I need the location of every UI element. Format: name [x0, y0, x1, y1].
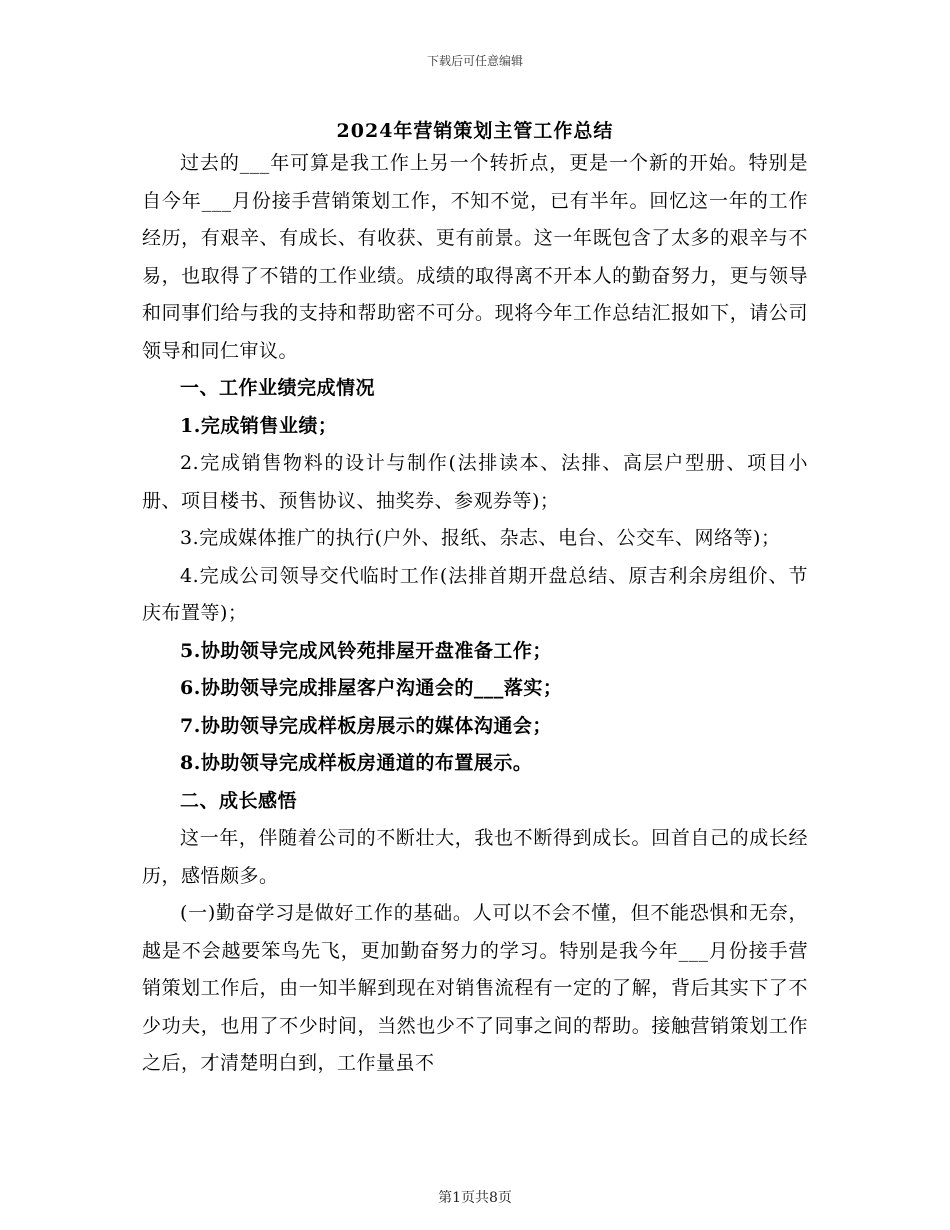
document-title: 2024年营销策划主管工作总结 — [336, 120, 614, 142]
list-item: 4.完成公司领导交代临时工作(法排首期开盘总结、原吉利余房组价、节庆布置等)； — [142, 564, 808, 624]
list-item: 6.协助领导完成排屋客户沟通会的___落实； — [180, 677, 563, 699]
document-body — [142, 145, 808, 1083]
intro-paragraph: 过去的___年可算是我工作上另一个转折点，更是一个新的开始。特别是自今年___月份接手营销策划工作，不知不觉，已有半年。回忆这一年的工作经历，有艰辛、有成长、有收获、更有前景。这一年既包含了太多的艰辛与不易，也取得了不错的工作业绩。成绩的取得离不开本人的勤奋努力，更与领导和同事们给与我的支持和帮助密不可分。现将今年工作总结汇报如下，请公司领导和同仁审议。 — [142, 152, 808, 362]
body-paragraph: (一)勤奋学习是做好工作的基础。人可以不会不懂，但不能恐惧和无奈，越是不会越要笨鸟先飞，更加勤奋努力的学习。特别是我今年___月份接手营销策划工作后，由一知半解到现在对销售流程有一定的了解，背后其实下了不少功夫，也用了不少时间，当然也少不了同事之间的帮助。接触营销策划工作之后，才清楚明白到，工作量虽不 — [142, 902, 808, 1074]
list-item: 3.完成媒体推广的执行(户外、报纸、杂志、电台、公交车、网络等)； — [180, 527, 781, 549]
list-item: 7.协助领导完成样板房展示的媒体沟通会； — [180, 714, 552, 737]
list-item: 2.完成销售物料的设计与制作(法排读本、法排、高层户型册、项目小册、项目楼书、预售协议、抽奖券、参观券等)； — [142, 452, 808, 512]
list-item: 8.协助领导完成样板房通道的布置展示。 — [180, 752, 533, 774]
section-heading-1: 一、工作业绩完成情况 — [180, 377, 376, 399]
list-item: 1.完成销售业绩； — [180, 414, 338, 437]
header-note: 下载后可任意编辑 — [426, 54, 523, 68]
body-paragraph: 这一年，伴随着公司的不断壮大，我也不断得到成长。回首自己的成长经历，感悟颇多。 — [142, 827, 808, 887]
list-item: 5.协助领导完成风铃苑排屋开盘准备工作； — [180, 639, 552, 662]
section-heading-2: 二、成长感悟 — [180, 789, 298, 812]
page-footer: 第1页共8页 — [438, 1190, 512, 1206]
